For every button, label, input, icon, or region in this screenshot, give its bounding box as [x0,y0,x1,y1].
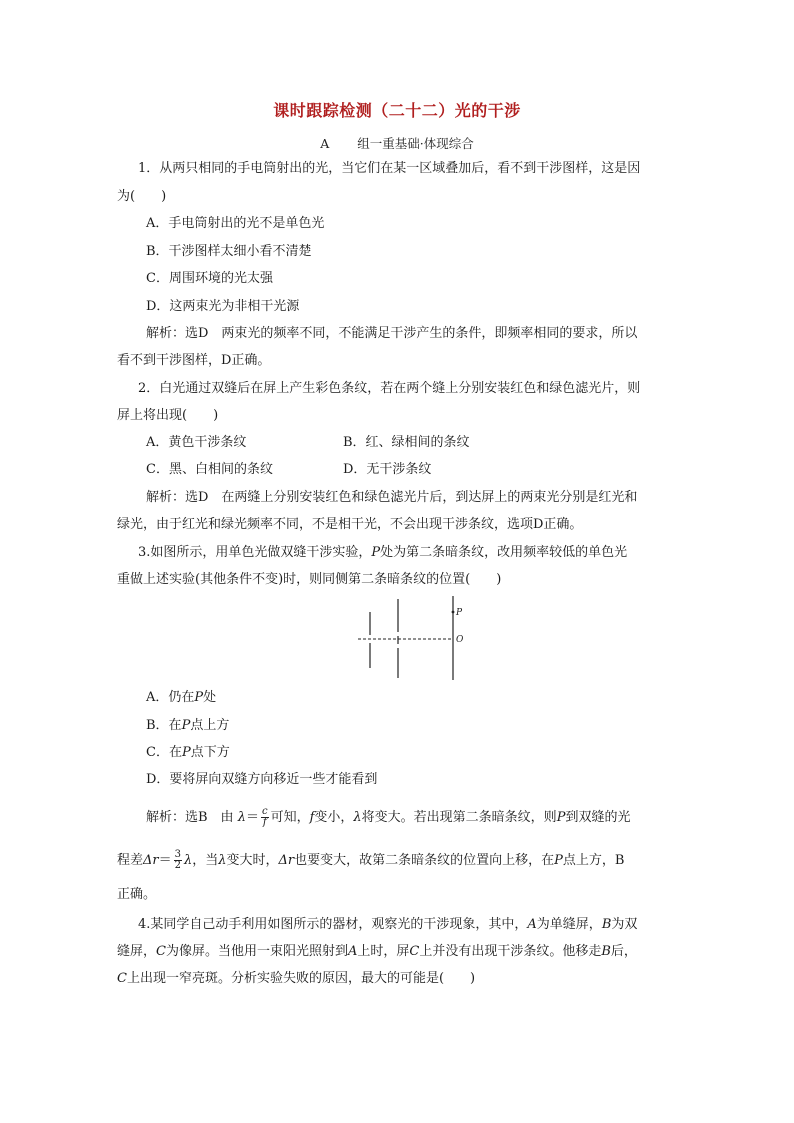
q3-analysis-2-c: 变大时， [226,853,279,868]
q3-stem-text-a: 3.如图所示，用单色光做双缝干涉实验， [138,545,372,560]
q3-analysis-1-c: 变小， [314,810,354,825]
q2-analysis-line-1: 解析：选D 在两缝上分别安装红色和绿色滤光片后，到达屏上的两束光分别是红光和 [146,490,638,505]
q3-analysis-line-1 [146,807,630,828]
fraction-numerator-c: c [261,806,268,817]
q4-line-3 [117,970,475,988]
section-subtitle [0,134,794,152]
q4-line-2-a: 缝屏， [117,944,157,959]
q2-option-b: B．红、绿相间的条纹 [343,435,470,450]
q3-option-c-prefix: C．在 [146,745,182,760]
q4-line-1-var-b: B [601,917,612,932]
q3-analysis-line-2 [117,850,624,871]
fraction-denominator-2: 2 [174,860,182,871]
q4-line-3-var-c: C [117,971,127,986]
q3-option-c-suffix: 点下方 [190,745,230,760]
q3-option-c [146,744,230,762]
group-letter: A [320,136,330,151]
q1-option-d: D．这两束光为非相干光源 [146,299,300,314]
q3-analysis-2-a: 程差 [117,853,144,868]
q3-option-a [146,689,216,707]
page-title: 课时跟踪检测（二十二）光的干涉 [273,101,521,120]
q1-option-c: C．周围环境的光太强 [146,271,273,286]
q4-line-2-var-a: A [347,944,358,959]
q3-analysis-line-3: 正确。 [117,887,157,902]
q3-option-d [146,771,377,789]
q3-analysis-2-delta: Δr [143,853,159,868]
q4-line-2-d: 上并没有出现干涉条纹。他移走 [419,944,602,959]
three-halves-fraction [174,850,182,871]
q3-option-b-var: P [181,718,191,733]
q3-analysis-1-eq: ＝ [245,810,259,825]
q1-analysis-line-2: 看不到干涉图样，D正确。 [117,353,271,368]
q2-option-a: A．黄色干涉条纹 [146,435,247,450]
q1-analysis-line-1: 解析：选D 两束光的频率不同，不能满足干涉产生的条件，即频率相同的要求，所以 [146,326,638,341]
q4-line-2-c: 上时，屏 [357,944,410,959]
q3-analysis-1-a: 解析：选B 由 [146,810,234,825]
q3-analysis-2-eq: ＝ [158,853,172,868]
q3-option-a-var: P [194,690,204,705]
q4-line-1-c: 为双 [611,917,638,932]
q3-analysis-1-d: 将变大。若出现第二条暗条纹，则 [361,810,557,825]
q4-line-2-b: 为像屏。当他用一束阳光照射到 [165,944,348,959]
q3-analysis-2-d: 也要变大，故第二条暗条纹的位置向上移，在 [294,853,555,868]
q4-line-2 [117,943,637,961]
q3-stem-var-p: P [371,545,381,560]
q4-line-1-var-a: A [527,917,537,932]
q1-stem-line-1: 1．从两只相同的手电筒射出的光，当它们在某一区域叠加后，看不到干涉图样，这是因 [138,161,641,176]
q3-analysis-1-p: P [556,810,566,825]
q3-option-d-prefix: D．要将屏向双缝方向移近一些才能看到 [146,772,378,787]
q4-line-2-var-c2: C [409,944,420,959]
q3-option-a-suffix: 处 [203,690,217,705]
q3-analysis-1-lambda2: λ [353,810,362,825]
q3-analysis-2-delta2: Δr [278,853,295,868]
q2-option-c: C．黑、白相间的条纹 [146,462,273,477]
q3-option-b-suffix: 点上方 [190,718,230,733]
q3-analysis-1-lambda: λ [237,810,246,825]
q3-analysis-2-lambda: λ [184,853,193,868]
q3-analysis-2-lambda2: λ [218,853,227,868]
q2-option-d: D．无干涉条纹 [343,462,432,477]
q1-stem-line-2: 为( ) [117,189,167,204]
q3-analysis-1-b: 可知， [270,810,310,825]
point-p-dot [452,611,455,614]
q1-option-a: A．手电筒射出的光不是单色光 [146,216,325,231]
q3-analysis-1-f: f [309,810,315,825]
q3-option-b [146,717,229,735]
fraction-denominator-f: f [262,817,267,828]
q2-stem-line-1: 2．白光通过双缝后在屏上产生彩色条纹，若在两个缝上分别安装红色和绿色滤光片，则 [138,381,641,396]
q4-line-2-var-c: C [156,944,166,959]
label-o: O [456,635,464,645]
fraction-numerator-3: 3 [174,849,182,860]
q3-option-a-prefix: A．仍在 [146,690,195,705]
q3-analysis-1-e: 到双缝的光 [565,810,631,825]
q4-line-1 [138,916,637,934]
q3-option-c-var: P [181,745,191,760]
double-slit-figure [352,594,474,684]
q3-option-b-prefix: B．在 [146,718,182,733]
q3-analysis-2-p: P [554,853,563,868]
label-p: P [456,608,463,618]
q1-option-b: B．干涉图样太细小看不清楚 [146,244,312,259]
q2-stem-line-2: 屏上将出现( ) [117,408,219,423]
q3-stem-line-2: 重做上述实验(其他条件不变)时，则同侧第二条暗条纹的位置( ) [117,572,502,587]
q3-stem-line-1 [138,544,627,562]
q3-analysis-2-b: ，当 [192,853,219,868]
q4-line-3-a: 上出现一窄亮斑。分析实验失败的原因，最大的可能是( ) [126,971,476,986]
group-text: 组一重基础·体现综合 [357,136,474,151]
q4-line-1-b: 为单缝屏， [536,917,602,932]
q4-line-2-e: 后， [610,944,637,959]
q3-analysis-2-e: 点上方，B [562,853,625,868]
q4-line-1-a: 4.某同学自己动手利用如图所示的器材，观察光的干涉现象，其中， [138,917,528,932]
q3-stem-text-b: 处为第二条暗条纹，改用频率较低的单色光 [380,545,628,560]
q2-analysis-line-2: 绿光，由于红光和绿光频率不同，不是相干光，不会出现干涉条纹，选项D正确。 [117,517,583,532]
q4-line-2-var-b: B [601,944,611,959]
c-over-f-fraction [261,807,269,828]
